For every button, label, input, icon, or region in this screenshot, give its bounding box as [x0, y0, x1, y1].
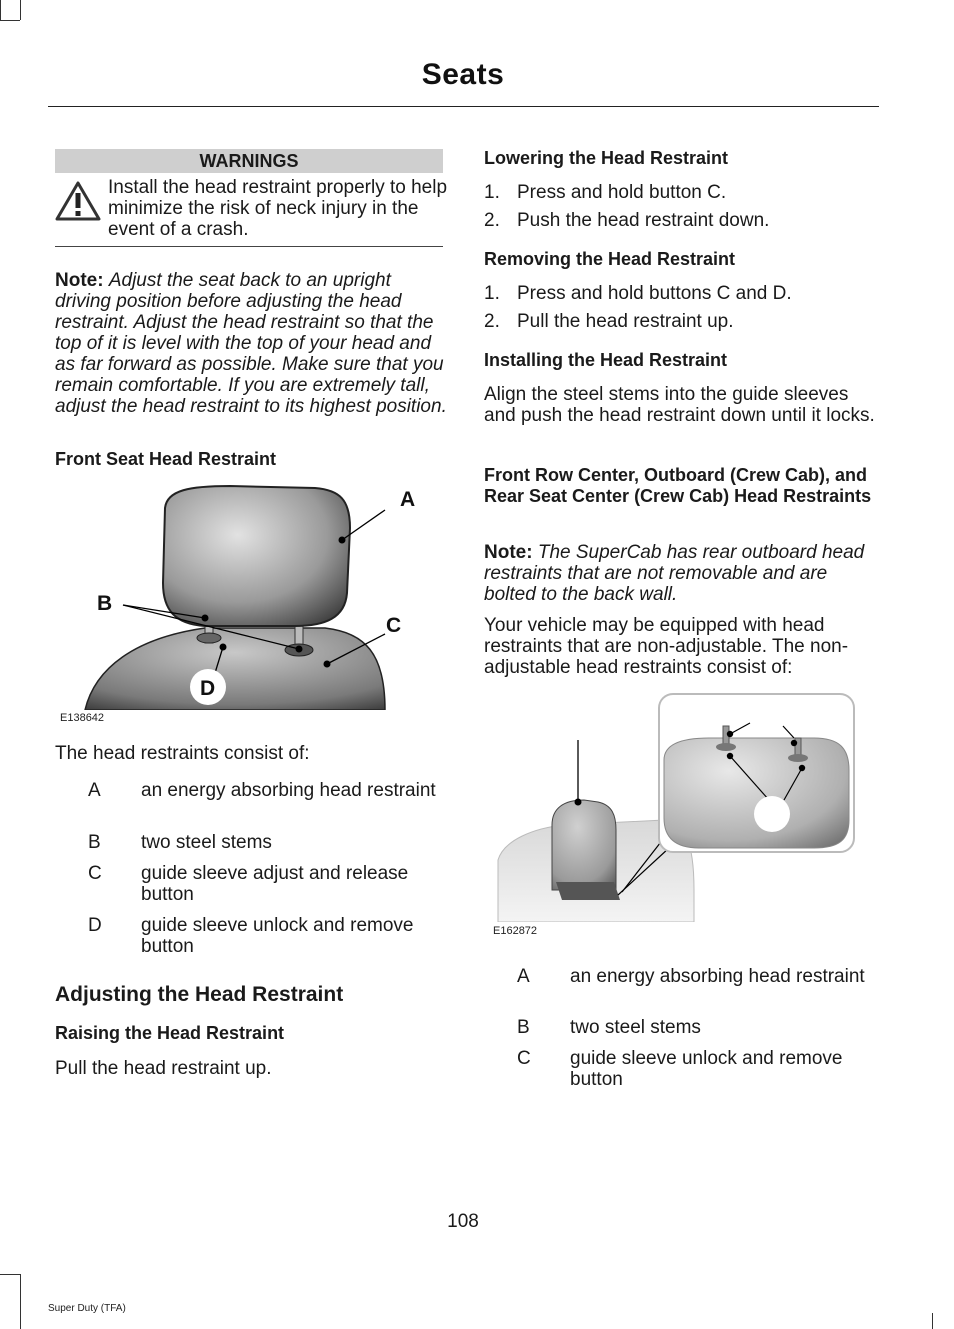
- list-item-text: guide sleeve unlock and remove button: [141, 915, 414, 957]
- installing-heading: Installing the Head Restraint: [484, 350, 728, 370]
- figure-label-b: B: [97, 592, 113, 615]
- step-text: Press and hold button C.: [517, 182, 727, 203]
- list-letter: C: [517, 1048, 531, 1069]
- front-seat-heading: Front Seat Head Restraint: [55, 449, 277, 469]
- non-adjustable-head-restraint-figure: [494, 690, 864, 922]
- step-text: Press and hold buttons C and D.: [517, 283, 792, 304]
- crop-mark: [0, 20, 20, 21]
- list-letter: D: [88, 915, 102, 936]
- step-text: Pull the head restraint up.: [517, 311, 734, 332]
- page-title: Seats: [421, 58, 505, 91]
- front-seat-head-restraint-figure: [55, 478, 445, 710]
- figure-code: E138642: [60, 712, 105, 724]
- front-row-intro: Your vehicle may be equipped with head restraints that are non-adjustable. The non-adjustable head restraints consist of:: [484, 615, 849, 678]
- note-paragraph: [55, 270, 447, 417]
- list-item-text: two steel stems: [570, 1017, 701, 1038]
- note-label: Note:: [484, 542, 533, 563]
- front-seat-intro: The head restraints consist of:: [55, 743, 310, 764]
- list-letter: B: [88, 832, 101, 853]
- raising-heading: Raising the Head Restraint: [55, 1023, 285, 1043]
- document-name: Super Duty (TFA): [48, 1303, 126, 1314]
- crop-mark: [0, 0, 1, 20]
- title-divider: [48, 106, 879, 107]
- note-text: Adjust the seat back to an upright driving position before adjusting the head restraint. Adjust the head restraint so that the top of it is level with the top of your head and as far forward as possible. Make sure that you remain comfortable. If you are extremely tall, adjust the head restraint to its highest position.: [55, 270, 447, 417]
- raising-text: Pull the head restraint up.: [55, 1058, 272, 1079]
- warning-divider: [55, 246, 443, 247]
- figure-code: E162872: [493, 925, 538, 937]
- front-row-heading: Front Row Center, Outboard (Crew Cab), and Rear Seat Center (Crew Cab) Head Restraints: [484, 465, 872, 506]
- step-number: 2.: [484, 210, 500, 231]
- warning-text: Install the head restraint properly to help minimize the risk of neck injury in the event of a crash.: [108, 177, 448, 240]
- adjusting-heading: Adjusting the Head Restraint: [55, 983, 344, 1006]
- list-item-text: guide sleeve unlock and remove button: [570, 1048, 843, 1090]
- step-number: 1.: [484, 182, 500, 203]
- step-number: 1.: [484, 283, 500, 304]
- front-row-note: [484, 542, 879, 605]
- figure-label-c: C: [386, 614, 402, 637]
- list-item-text: two steel stems: [141, 832, 272, 853]
- page-number: 108: [447, 1211, 479, 1232]
- removing-heading: Removing the Head Restraint: [484, 249, 736, 269]
- list-item-text: guide sleeve adjust and release button: [141, 863, 409, 905]
- list-item-text: an energy absorbing head restraint: [570, 966, 865, 987]
- list-letter: A: [88, 780, 101, 801]
- note-text: The SuperCab has rear outboard head restraints that are not removable and are bolted to the back wall.: [484, 542, 865, 605]
- crop-mark: [932, 1313, 933, 1329]
- lowering-heading: Lowering the Head Restraint: [484, 148, 729, 168]
- crop-mark: [20, 1274, 21, 1329]
- list-item-text: an energy absorbing head restraint: [141, 780, 436, 801]
- list-letter: C: [88, 863, 102, 884]
- figure-label-a: A: [400, 488, 416, 511]
- step-number: 2.: [484, 311, 500, 332]
- installing-text: Align the steel stems into the guide sleeves and push the head restraint down until it locks.: [484, 384, 875, 426]
- figure-label-d: D: [200, 677, 216, 700]
- warnings-heading: WARNINGS: [55, 149, 443, 173]
- crop-mark: [20, 0, 21, 20]
- list-letter: B: [517, 1017, 530, 1038]
- step-text: Push the head restraint down.: [517, 210, 770, 231]
- list-letter: A: [517, 966, 530, 987]
- warning-triangle-icon: [55, 180, 101, 222]
- crop-mark: [0, 1274, 20, 1275]
- note-label: Note:: [55, 270, 104, 291]
